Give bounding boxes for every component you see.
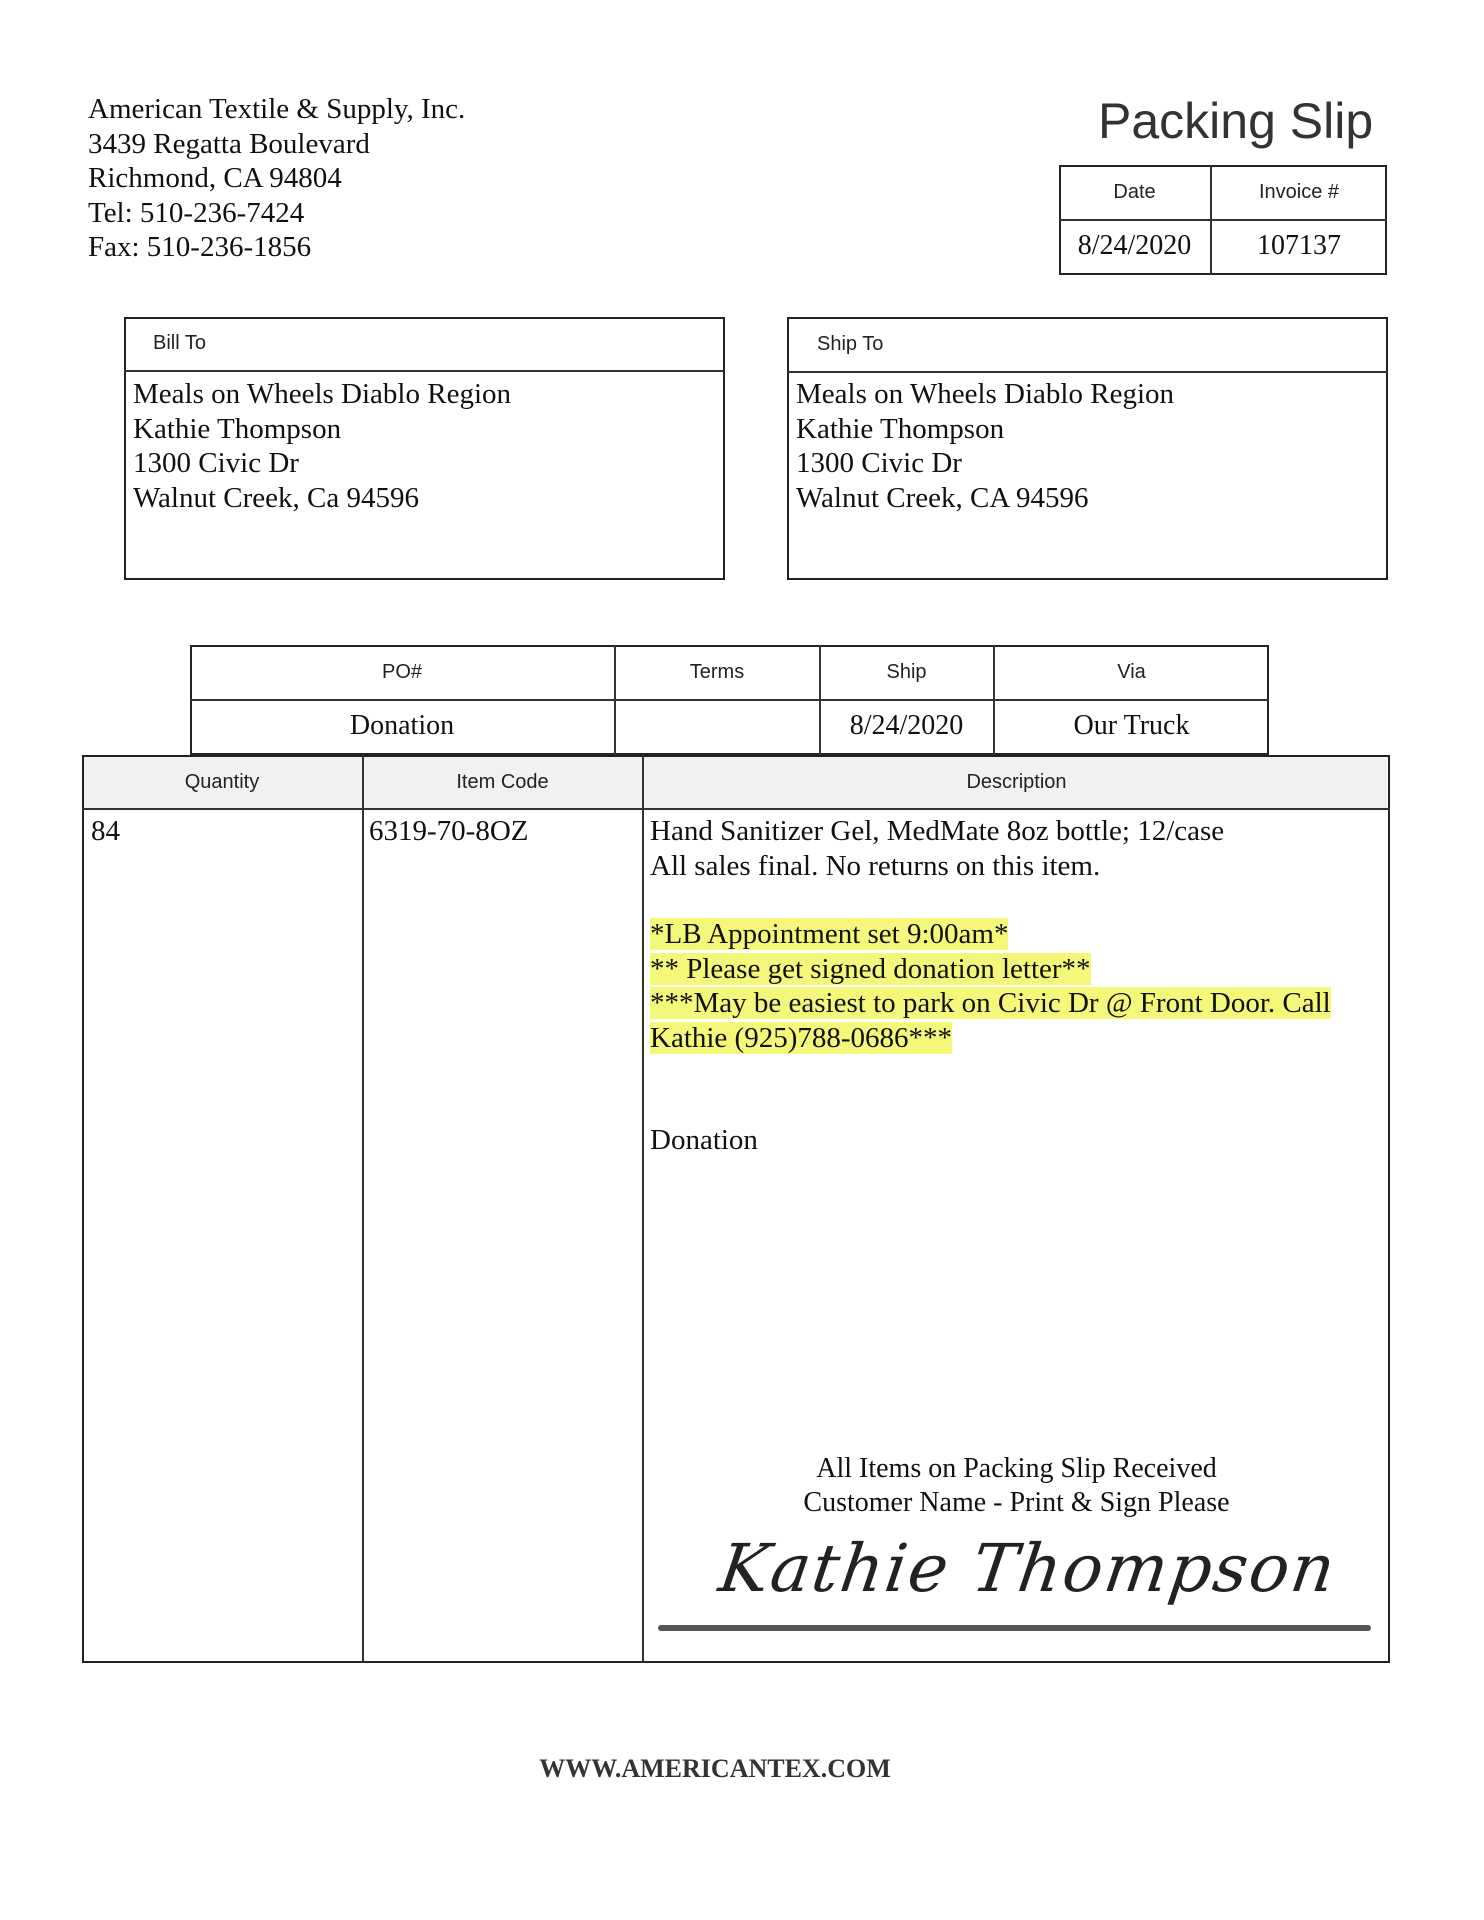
company-city: Richmond, CA 94804	[88, 162, 342, 194]
date-value: 8/24/2020	[1077, 230, 1192, 261]
receipt-text	[643, 1452, 1390, 1520]
description-line: All sales final. No returns on this item.	[650, 849, 1101, 882]
website-footer: WWW.AMERICANTEX.COM	[539, 1754, 891, 1783]
bill-to-line: Meals on Wheels Diablo Region	[133, 378, 512, 410]
via-value: Our Truck	[1073, 710, 1190, 741]
company-tel: Tel: 510-236-7424	[88, 196, 305, 229]
highlighted-note: ***May be easiest to park on Civic Dr @ Front Door. Call	[650, 987, 1331, 1019]
bill-to-line: Walnut Creek, Ca 94596	[133, 481, 419, 514]
via-header: Via	[1117, 661, 1146, 683]
company-street: 3439 Regatta Boulevard	[88, 127, 370, 160]
quantity-header: Quantity	[184, 771, 260, 793]
receipt-line-2: Customer Name - Print & Sign Please	[803, 1487, 1230, 1518]
bill-to-line: 1300 Civic Dr	[133, 447, 299, 479]
highlighted-note: Kathie (925)788-0686***	[650, 1021, 953, 1054]
item-code-header: Item Code	[456, 771, 549, 793]
description-line: Hand Sanitizer Gel, MedMate 8oz bottle; 12/case	[650, 815, 1225, 847]
item-quantity: 84	[91, 815, 120, 847]
item-description	[650, 814, 1331, 1055]
signature: Kathie Thompson	[714, 1530, 1342, 1607]
company-name: American Textile & Supply, Inc.	[88, 93, 466, 125]
receipt-line-1: All Items on Packing Slip Received	[816, 1453, 1217, 1484]
highlighted-note: *LB Appointment set 9:00am*	[650, 918, 1009, 950]
ship-to-address	[796, 377, 1174, 515]
bill-to-line: Kathie Thompson	[133, 412, 342, 445]
bill-to-label: Bill To	[153, 332, 206, 354]
item-code: 6319-70-8OZ	[369, 815, 529, 847]
invoice-value: 107137	[1257, 230, 1341, 261]
date-label: Date	[1113, 181, 1156, 203]
ship-to-line: Kathie Thompson	[796, 412, 1005, 445]
po-value: Donation	[349, 710, 455, 741]
page-title: Packing Slip	[1098, 93, 1374, 149]
terms-header: Terms	[689, 661, 745, 683]
description-header: Description	[966, 771, 1067, 793]
ship-to-line: Walnut Creek, CA 94596	[796, 481, 1089, 514]
ship-to-label: Ship To	[817, 333, 884, 355]
highlighted-note: ** Please get signed donation letter**	[650, 952, 1091, 985]
company-address	[88, 92, 465, 265]
bill-to-address	[133, 377, 511, 515]
po-header: PO#	[381, 661, 423, 683]
ship-value: 8/24/2020	[849, 710, 964, 741]
company-fax: Fax: 510-236-1856	[88, 231, 312, 263]
item-footer-note: Donation	[650, 1124, 758, 1156]
ship-to-line: Meals on Wheels Diablo Region	[796, 378, 1175, 410]
ship-header: Ship	[886, 661, 927, 683]
ship-to-line: 1300 Civic Dr	[796, 447, 962, 479]
signature-line	[658, 1625, 1371, 1631]
invoice-label: Invoice #	[1258, 181, 1340, 203]
